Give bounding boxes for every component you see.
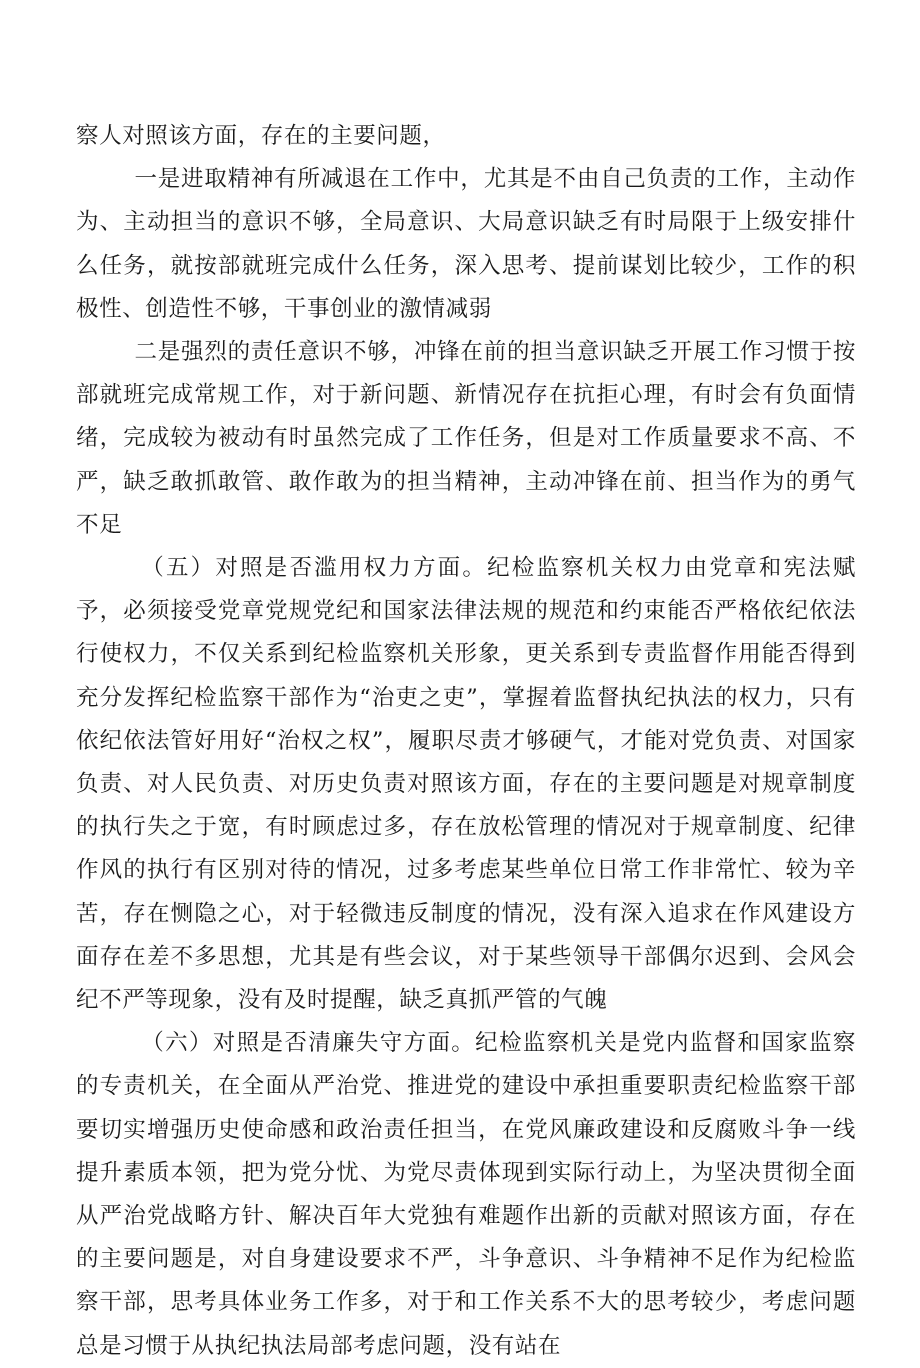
paragraph-point-one: 一是进取精神有所减退在工作中，尤其是不由自己负责的工作，主动作为、主动担当的意识不够，全局意识、大局意识缺乏有时局限于上级安排什么任务，就按部就班完成什么任务，深入思考、提前谋划比较少，工作的积极性、创造性不够，干事创业的激情减弱 [76, 166, 856, 322]
document-body [76, 115, 856, 1368]
paragraph-section-five: （五）对照是否滥用权力方面。纪检监察机关权力由党章和宪法赋予，必须接受党章党规党纪和国家法律法规的规范和约束能否严格依纪依法行使权力，不仅关系到纪检监察机关形象，更关系到专责监督作用能否得到充分发挥纪检监察干部作为“治吏之吏”，掌握着监督执纪执法的权力，只有依纪依法管好用好“治权之权”，履职尽责才够硬气，才能对党负责、对国家负责、对人民负责、对历史负责对照该方面，存在的主要问题是对规章制度的执行失之于宽，有时顾虑过多，存在放松管理的情况对于规章制度、纪律作风的执行有区别对待的情况，过多考虑某些单位日常工作非常忙、较为辛苦，存在恻隐之心，对于轻微违反制度的情况，没有深入追求在作风建设方面存在差不多思想，尤其是有些会议，对于某些领导干部偶尔迟到、会风会纪不严等现象，没有及时提醒，缺乏真抓严管的气魄 [76, 555, 856, 1014]
paragraph-point-two: 二是强烈的责任意识不够，冲锋在前的担当意识缺乏开展工作习惯于按部就班完成常规工作，对于新问题、新情况存在抗拒心理，有时会有负面情绪，完成较为被动有时虽然完成了工作任务，但是对工作质量要求不高、不严，缺乏敢抓敢管、敢作敢为的担当精神，主动冲锋在前、担当作为的勇气不足 [76, 339, 856, 538]
paragraph-section-six: （六）对照是否清廉失守方面。纪检监察机关是党内监督和国家监察的专责机关，在全面从严治党、推进党的建设中承担重要职责纪检监察干部要切实增强历史使命感和政治责任担当，在党风廉政建设和反腐败斗争一线提升素质本领，把为党分忧、为党尽责体现到实际行动上，为坚决贯彻全面从严治党战略方针、解决百年大党独有难题作出新的贡献对照该方面，存在的主要问题是，对自身建设要求不严，斗争意识、斗争精神不足作为纪检监察干部，思考具体业务工作多，对于和工作关系不大的思考较少，考虑问题总是习惯于从执纪执法局部考虑问题，没有站在 [76, 1030, 856, 1359]
paragraph-continuation: 察人对照该方面，存在的主要问题， [76, 123, 446, 149]
